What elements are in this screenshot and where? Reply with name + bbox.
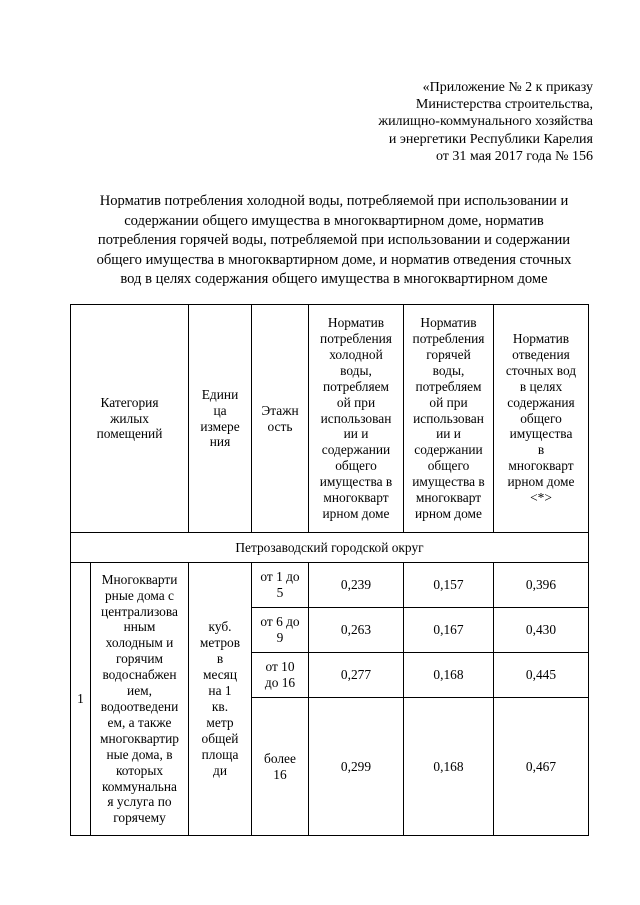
cell-line: нным xyxy=(123,619,156,635)
header-floors xyxy=(252,305,309,533)
row-number: 1 xyxy=(71,563,91,836)
cell-line: кв. xyxy=(211,699,229,714)
cell-line: водоснабжен xyxy=(102,667,177,683)
cell-line: горячим xyxy=(115,651,164,667)
cell-line: в целях xyxy=(519,378,563,394)
header-category xyxy=(71,305,189,533)
header-hot-water xyxy=(404,305,494,533)
cell-line: площа xyxy=(201,746,239,762)
cell-line: Категория xyxy=(100,394,159,410)
hot-water-value: 0,157 xyxy=(404,563,494,608)
header-row xyxy=(71,305,589,533)
cell-line: жилых xyxy=(110,410,149,426)
cell-line: в xyxy=(216,651,224,667)
cell-line: потребления xyxy=(320,331,392,347)
cell-line: метр xyxy=(206,714,234,730)
cell-line: Норматив xyxy=(512,331,570,347)
cell-line: Этажн xyxy=(261,402,299,418)
cold-water-value: 0,263 xyxy=(309,608,404,653)
cell-line: Многокварти xyxy=(101,571,178,587)
cell-line: ца xyxy=(213,402,227,418)
region-name: Петрозаводский городской округ xyxy=(71,533,589,563)
category-cell xyxy=(91,563,189,836)
cell-line: общей xyxy=(201,730,239,746)
cell-line: ния xyxy=(209,434,231,450)
cell-line: содержании xyxy=(321,442,391,458)
appendix-line: от 31 мая 2017 года № 156 xyxy=(435,148,593,164)
cell-line: ой при xyxy=(336,394,376,410)
cell-line: коммунальна xyxy=(101,778,178,794)
cell-line: ии и xyxy=(436,426,461,442)
cell-line: имущества в xyxy=(412,474,485,490)
floors-cell xyxy=(252,653,309,698)
cell-line: измере xyxy=(200,418,240,434)
appendix-line: «Приложение № 2 к приказу xyxy=(422,80,593,95)
hot-water-value: 0,168 xyxy=(404,653,494,698)
cell-line: потребляем xyxy=(415,378,482,394)
sewage-value: 0,396 xyxy=(494,563,589,608)
cell-line: ием, xyxy=(127,683,152,699)
cell-line: централизова xyxy=(101,603,178,619)
cell-line: от 10 xyxy=(265,659,295,675)
norms-table xyxy=(70,304,589,836)
appendix-line: жилищно-коммунального хозяйства xyxy=(378,114,593,130)
cell-line: более xyxy=(264,750,296,766)
cell-line: потребляем xyxy=(322,378,390,394)
cell-line: от 6 до xyxy=(260,614,300,630)
cell-line: имущества xyxy=(509,426,573,442)
cell-line: воды, xyxy=(432,362,465,378)
cell-line: Норматив xyxy=(420,315,477,331)
cell-line: ирном доме xyxy=(415,505,482,521)
cell-line: водоотведени xyxy=(100,699,179,714)
header-unit xyxy=(189,305,252,533)
cell-line: в xyxy=(537,442,545,458)
cell-line: многоквартир xyxy=(99,730,180,746)
cell-line: ии и xyxy=(343,426,369,442)
cell-line: я услуга по xyxy=(107,794,172,810)
cell-line: от 1 до xyxy=(260,569,300,585)
cell-line: 9 xyxy=(276,630,284,645)
cell-line: месяц xyxy=(202,667,238,683)
document-title xyxy=(82,192,586,290)
title-line: общего имущества в многоквартирном доме, и норматив отведения сточных xyxy=(96,251,572,268)
cell-line: до 16 xyxy=(264,675,296,690)
cell-line: метров xyxy=(199,635,241,651)
cell-line: отведения xyxy=(512,346,570,362)
cell-line: холодной xyxy=(329,346,383,362)
cell-line: горячей xyxy=(426,346,471,362)
cold-water-value: 0,277 xyxy=(309,653,404,698)
cell-line: Едини xyxy=(201,386,239,402)
sewage-value: 0,430 xyxy=(494,608,589,653)
cell-line: имущества в xyxy=(319,474,393,490)
floors-cell xyxy=(252,563,309,608)
cell-line: ирном доме xyxy=(507,474,575,490)
cell-line: общего xyxy=(520,410,562,426)
cell-line: использован xyxy=(413,410,484,426)
cell-line: которых xyxy=(115,762,164,778)
cell-line: использован xyxy=(320,410,392,426)
appendix-line: Министерства строительства, xyxy=(415,97,593,113)
cold-water-value: 0,299 xyxy=(309,698,404,836)
hot-water-value: 0,168 xyxy=(404,698,494,836)
cell-line: горячему xyxy=(113,810,166,826)
cell-line: ди xyxy=(213,762,227,778)
floors-cell xyxy=(252,608,309,653)
cell-line: содержания xyxy=(507,394,575,410)
cell-line: многокварт xyxy=(415,490,482,506)
sewage-value: 0,467 xyxy=(494,698,589,836)
cell-line: 5 xyxy=(276,585,284,600)
cell-line: рные дома с xyxy=(104,587,175,603)
title-line: потребления горячей воды, потребляемой при использовании и содержании xyxy=(97,232,571,249)
cell-line: ем, а также xyxy=(107,714,172,730)
floors-cell xyxy=(252,698,309,836)
appendix-line: и энергетики Республики Карелия xyxy=(388,131,593,147)
cell-line: многокварт xyxy=(323,490,389,506)
cell-line: Норматив xyxy=(327,315,385,331)
cell-line: куб. xyxy=(208,619,232,635)
cell-line: общего xyxy=(427,458,470,474)
sewage-value: 0,445 xyxy=(494,653,589,698)
cell-line: ирном доме xyxy=(322,505,390,521)
cold-water-value: 0,239 xyxy=(309,563,404,608)
title-line: вод в целях содержания общего имущества в многоквартирном доме xyxy=(120,271,548,288)
cell-line: сточных вод xyxy=(505,362,577,378)
table-row xyxy=(71,563,589,608)
cell-line: общего xyxy=(335,458,377,474)
cell-line: <*> xyxy=(530,490,552,506)
unit-cell xyxy=(189,563,252,836)
cell-line: ные дома, в xyxy=(106,746,173,762)
region-row xyxy=(71,533,589,563)
hot-water-value: 0,167 xyxy=(404,608,494,653)
cell-line: ость xyxy=(267,418,293,434)
cell-line: ой при xyxy=(429,394,468,410)
cell-line: потребления xyxy=(412,331,485,347)
cell-line: многокварт xyxy=(508,458,574,474)
title-line: Норматив потребления холодной воды, потребляемой при использовании и xyxy=(99,193,569,209)
cell-line: холодным и xyxy=(105,635,174,651)
appendix-reference xyxy=(273,79,593,165)
cell-line: помещений xyxy=(96,426,163,442)
title-line: содержании общего имущества в многоквартирном доме, норматив xyxy=(124,212,544,229)
header-sewage xyxy=(494,305,589,533)
header-cold-water xyxy=(309,305,404,533)
cell-line: на 1 xyxy=(208,683,232,699)
cell-line: 16 xyxy=(273,766,287,782)
cell-line: содержании xyxy=(414,442,483,458)
cell-line: воды, xyxy=(340,362,372,378)
